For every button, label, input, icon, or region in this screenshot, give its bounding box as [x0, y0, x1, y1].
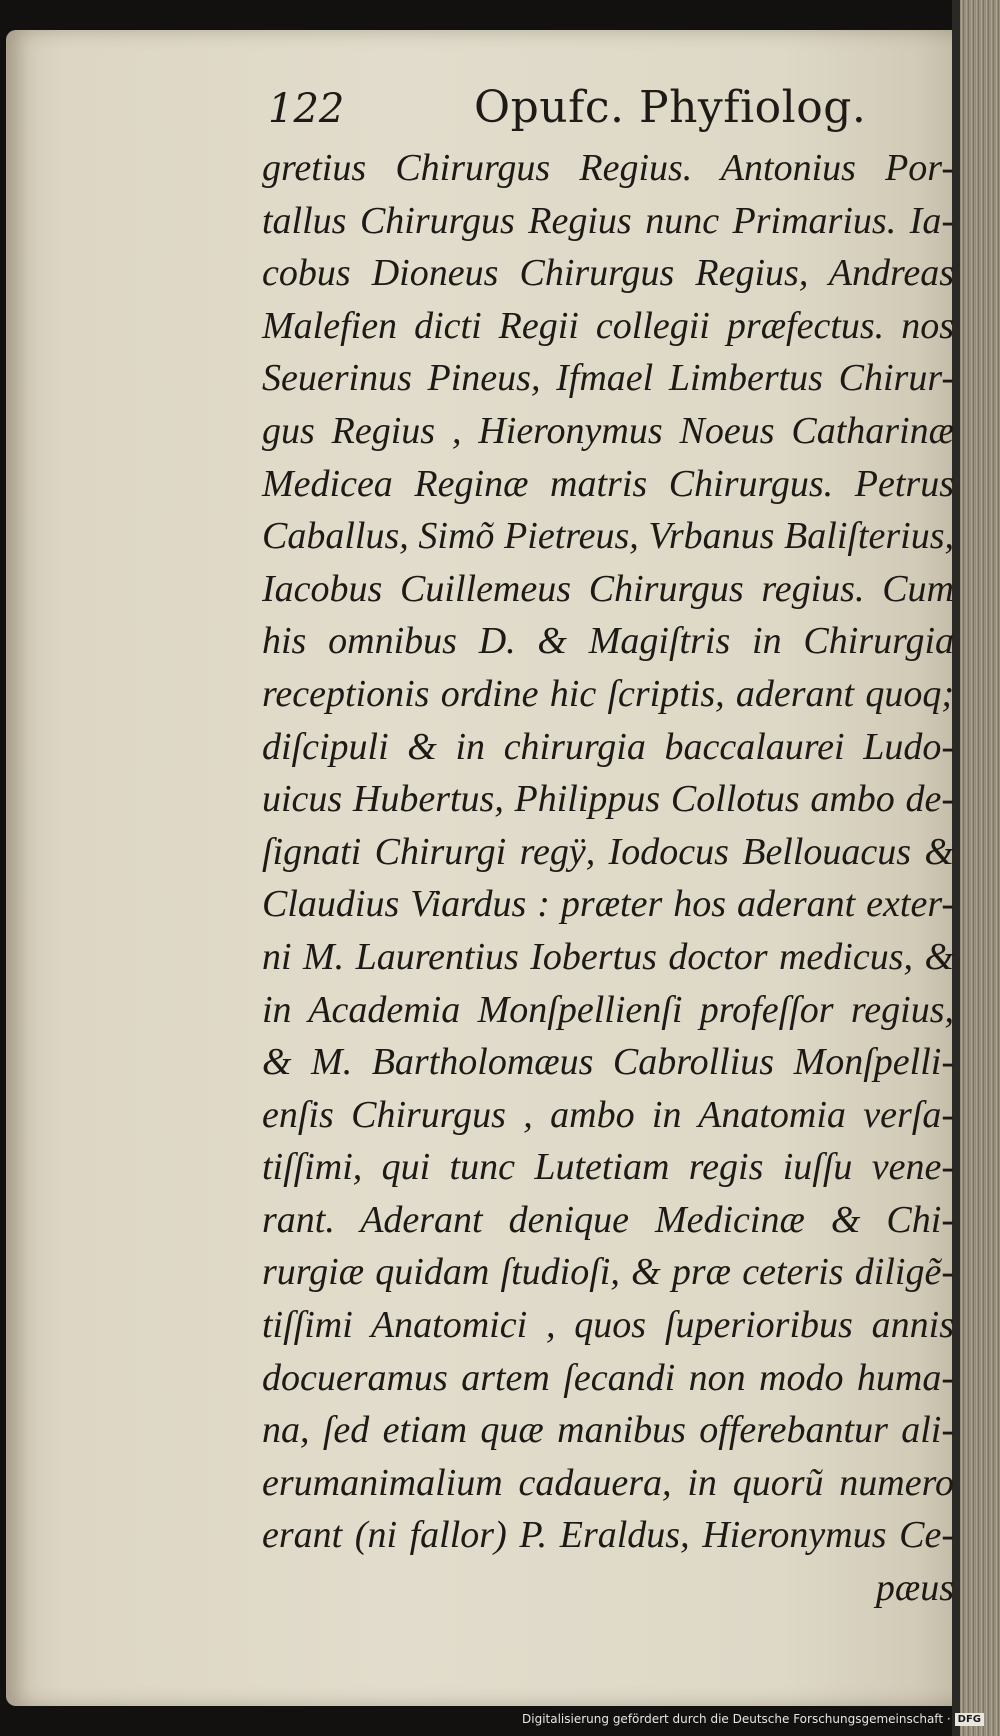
page-header	[0, 78, 1000, 148]
book-page-edges	[960, 0, 1000, 1736]
text-line: & M. Bartholomæus Cabrollius Monſpelli-	[262, 1041, 954, 1084]
dfg-logo: DFG	[955, 1713, 984, 1726]
text-line: his omnibus D. & Magiſtris in Chirurgia	[262, 620, 954, 663]
text-line: uicus Hubertus, Philippus Collotus ambo de-	[262, 778, 954, 821]
catchword: pæus	[875, 1567, 954, 1610]
text-line: erumanimalium cadauera, in quorũ numero	[262, 1461, 954, 1504]
text-line: Malefien dicti Regii collegii præfectus. nos	[262, 304, 954, 347]
text-line: tiſſimi Anatomici , quos ſuperioribus annis	[262, 1304, 954, 1347]
footer-credit	[522, 1708, 984, 1730]
text-line: Medicea Reginæ matris Chirurgus. Petrus	[262, 462, 954, 505]
text-line: in Academia Monſpellienſi profeſſor regius,	[262, 988, 954, 1031]
text-line: Iacobus Cuillemeus Chirurgus regius. Cum	[262, 567, 954, 610]
text-line: erant (ni fallor) P. Eraldus, Hieronymus Ce-	[262, 1514, 954, 1557]
text-line: gretius Chirurgus Regius. Antonius Por-	[262, 147, 954, 189]
text-line: diſcipuli & in chirurgia baccalaurei Ludo-	[262, 725, 954, 768]
text-line: Caballus, Simõ Pietreus, Vrbanus Baliſterius,	[262, 515, 954, 558]
text-line: enſis Chirurgus , ambo in Anatomia verſa-	[262, 1093, 954, 1136]
text-line: docueramus artem ſecandi non modo huma-	[262, 1356, 954, 1399]
text-line: na, ſed etiam quæ manibus offerebantur ali-	[262, 1409, 954, 1452]
body-text	[262, 142, 954, 1615]
running-head: Opufc. Phyfiolog.	[474, 82, 867, 133]
text-line: ſignati Chirurgi regÿ, Iodocus Bellouacus &	[262, 830, 954, 873]
text-line: tiſſimi, qui tunc Lutetiam regis iuſſu vene-	[262, 1146, 954, 1189]
text-line: Claudius Viardus : præter hos aderant exter-	[262, 883, 954, 926]
funding-credit: Digitalisierung gefördert durch die Deutsche Forschungsgemeinschaft ·	[522, 1712, 951, 1726]
text-line: receptionis ordine hic ſcriptis, aderant quoq;	[262, 672, 954, 715]
text-line: Seuerinus Pineus, Ifmael Limbertus Chirur-	[262, 357, 954, 400]
text-line: rurgiæ quidam ſtudioſi, & præ ceteris diligẽ-	[262, 1251, 954, 1294]
text-line: gus Regius , Hieronymus Noeus Catharinæ	[262, 409, 954, 452]
text-line: cobus Dioneus Chirurgus Regius, Andreas	[262, 252, 954, 295]
text-line: ni M. Laurentius Iobertus doctor medicus, &	[262, 935, 954, 978]
text-line: rant. Aderant denique Medicinæ & Chi-	[262, 1198, 954, 1241]
text-line: tallus Chirurgus Regius nunc Primarius. Ia-	[262, 199, 954, 242]
page-number: 122	[268, 86, 345, 132]
